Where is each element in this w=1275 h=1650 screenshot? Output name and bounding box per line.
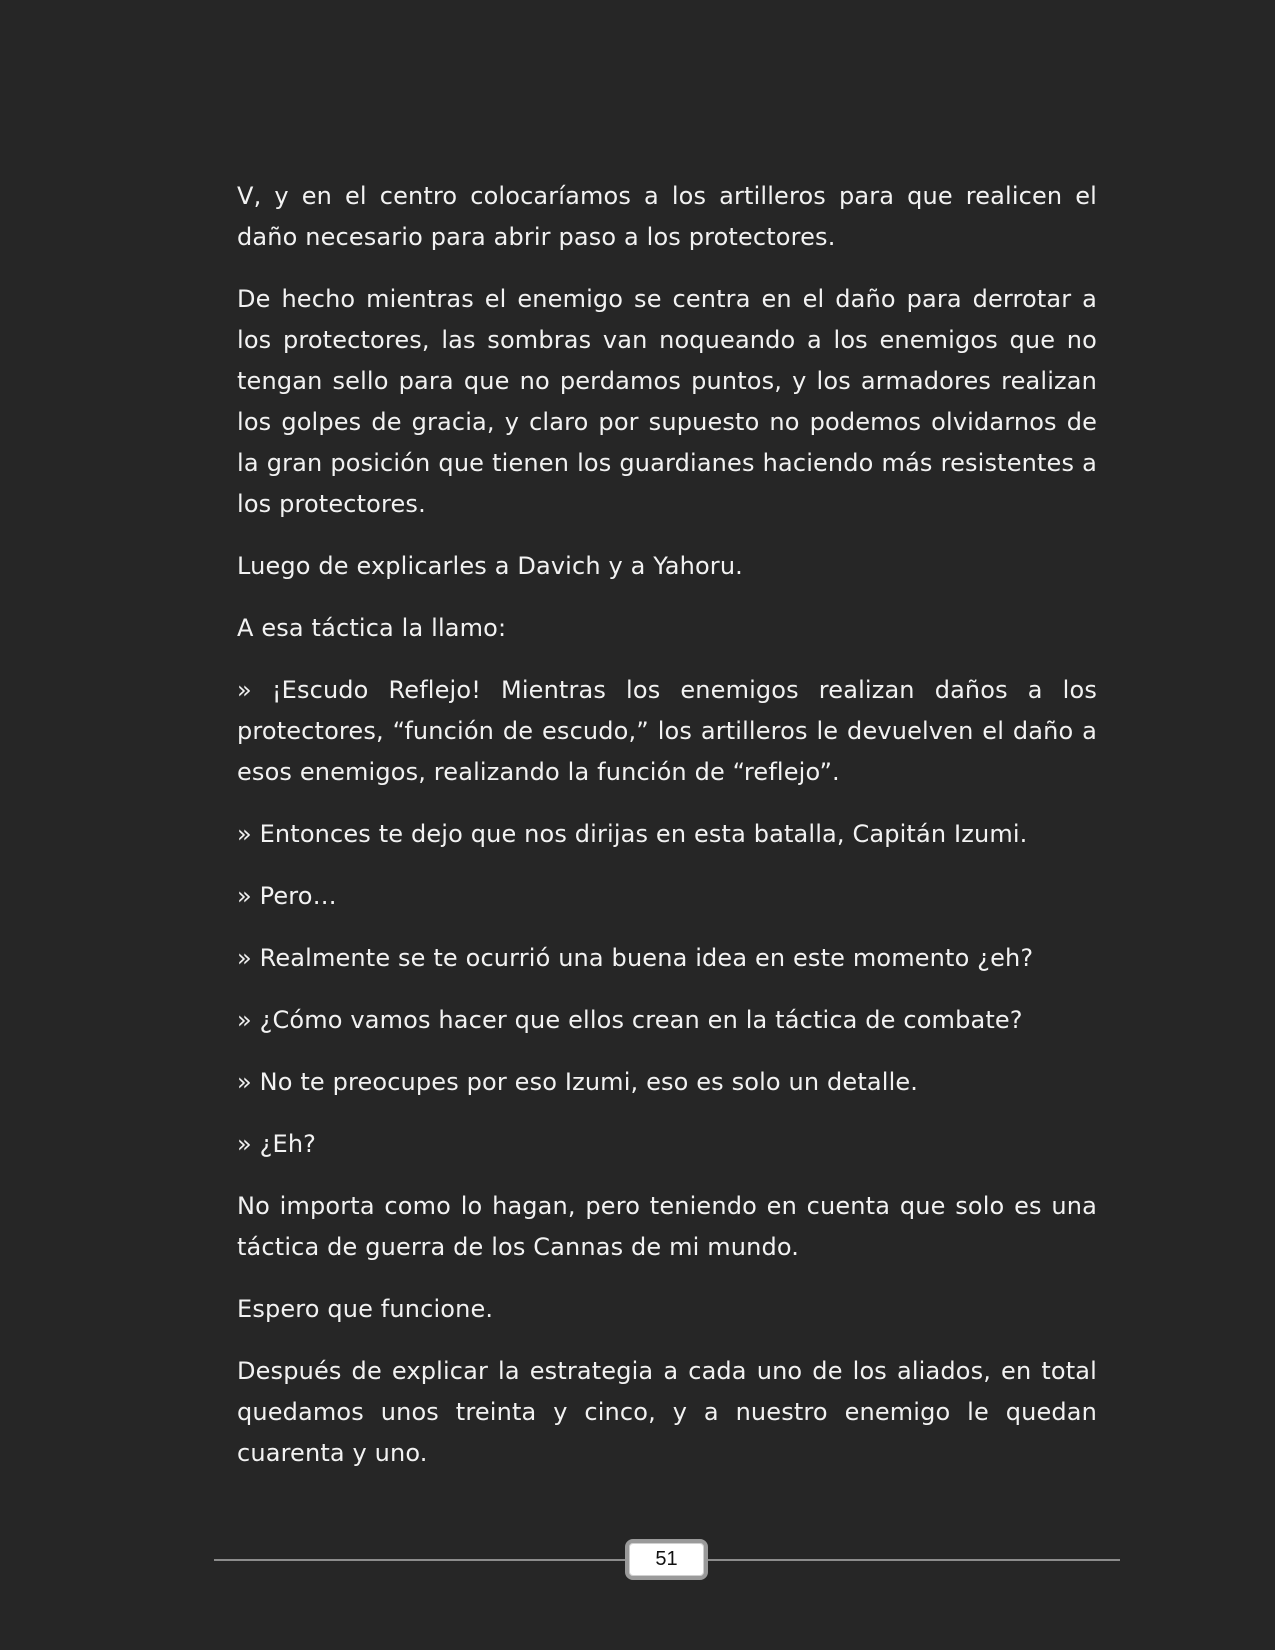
page-number-box xyxy=(625,1539,708,1580)
paragraph: A esa táctica la llamo: xyxy=(237,614,507,642)
dialogue-paragraph: » No te preocupes por eso Izumi, eso es solo un detalle. xyxy=(237,1068,919,1096)
footer-rule-left xyxy=(214,1559,625,1561)
dialogue-paragraph: » Pero… xyxy=(237,882,337,910)
dialogue-paragraph: » Entonces te dejo que nos dirijas en esta batalla, Capitán Izumi. xyxy=(237,820,1028,848)
page-body xyxy=(237,176,1097,1495)
paragraph: No importa como lo hagan, pero teniendo en cuenta que solo es una táctica de guerra de los Cannas de mi mundo. xyxy=(237,1192,1097,1261)
paragraph: Espero que funcione. xyxy=(237,1295,494,1323)
page-number: 51 xyxy=(655,1548,678,1570)
dialogue-paragraph: » Realmente se te ocurrió una buena idea en este momento ¿eh? xyxy=(237,944,1034,972)
dialogue-paragraph: » ¡Escudo Reflejo! Mientras los enemigos realizan daños a los protectores, “función de escudo,” los artilleros le devuelven el daño a esos enemigos, realizando la función de “reflejo”. xyxy=(237,676,1097,786)
dialogue-paragraph: » ¿Eh? xyxy=(237,1130,317,1158)
paragraph: Después de explicar la estrategia a cada uno de los aliados, en total quedamos unos treinta y cinco, y a nuestro enemigo le quedan cuarenta y uno. xyxy=(237,1357,1097,1467)
dialogue-paragraph: » ¿Cómo vamos hacer que ellos crean en la táctica de combate? xyxy=(237,1006,1023,1034)
paragraph: De hecho mientras el enemigo se centra en el daño para derrotar a los protectores, las sombras van noqueando a los enemigos que no tengan sello para que no perdamos puntos, y los armadores realizan los golpes de gracia, y claro por supuesto no podemos olvidarnos de la gran posición que tienen los guardianes haciendo más resistentes a los protectores. xyxy=(237,285,1097,518)
footer-rule-right xyxy=(708,1559,1120,1561)
paragraph: V, y en el centro colocaríamos a los artilleros para que realicen el daño necesario para abrir paso a los protectores. xyxy=(237,182,1097,251)
paragraph: Luego de explicarles a Davich y a Yahoru. xyxy=(237,552,743,580)
